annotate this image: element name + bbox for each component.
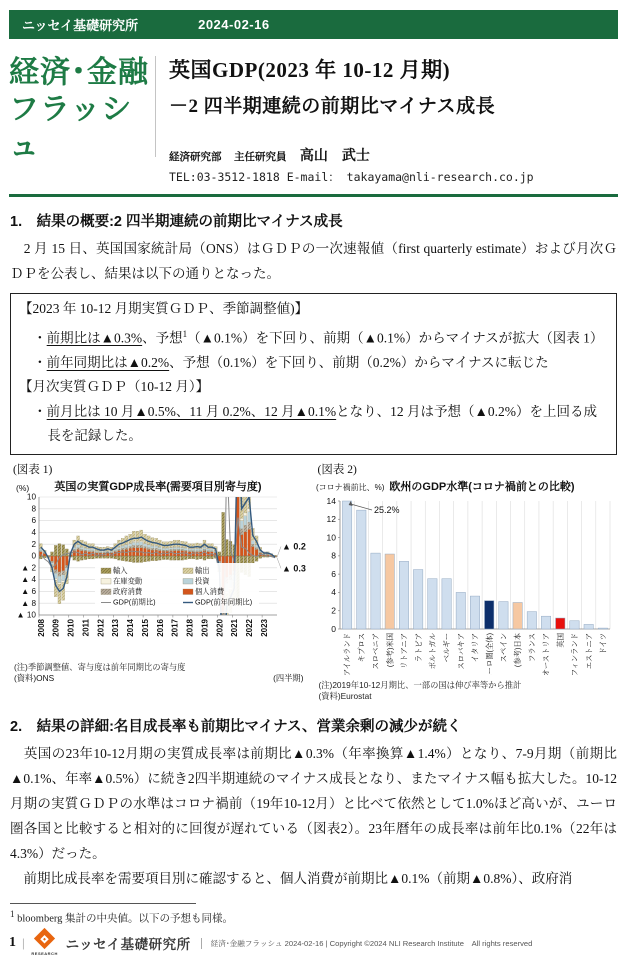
report-date: 2024-02-16 xyxy=(198,17,270,32)
svg-text:イタリア: イタリア xyxy=(470,632,480,662)
svg-text:10: 10 xyxy=(26,492,36,502)
svg-text:2010: 2010 xyxy=(66,618,76,637)
svg-text:在庫変動: 在庫変動 xyxy=(113,576,143,585)
footnote: $^1$ bloomberg 集計の中央値。以下の予想も同様。 xyxy=(10,908,234,924)
svg-text:ユーロ圏(全体): ユーロ圏(全体) xyxy=(484,632,494,675)
svg-text:2009: 2009 xyxy=(51,618,61,637)
svg-text:個人消費: 個人消費 xyxy=(195,586,225,596)
svg-text:(参考)日本: (参考)日本 xyxy=(512,632,522,667)
svg-text:投資: 投資 xyxy=(195,576,210,585)
box-bullet-qoq: ・前期比は▲0.3%、予想$^1$（▲0.1%）を下回り、前期（▲0.1%）からマイナスが拡大（図表 1） xyxy=(33,328,604,345)
summary-box xyxy=(10,293,617,455)
svg-text:2015: 2015 xyxy=(141,618,150,637)
section2-paragraph2: 前期比成長率を需要項目別に確認すると、個人消費が前期比▲0.1%（前期▲0.8%）、政府消 xyxy=(10,870,573,886)
svg-text:▲ 10: ▲ 10 xyxy=(16,610,36,620)
svg-text:輸入: 輸入 xyxy=(113,565,128,575)
svg-text:2012: 2012 xyxy=(96,618,106,637)
svg-text:6: 6 xyxy=(31,515,36,525)
svg-text:8: 8 xyxy=(31,503,36,513)
svg-text:▲ 0.2: ▲ 0.2 xyxy=(282,541,306,552)
figures-row xyxy=(9,459,618,702)
footer-brand: ニッセイ基礎研究所 xyxy=(65,937,191,952)
underlined-monthly-values: 前月比は 10 月▲0.5%、11 月 0.2%、12 月▲0.1% xyxy=(46,403,337,419)
author-name: 高山 武士 xyxy=(299,147,370,163)
svg-text:2016: 2016 xyxy=(155,618,165,637)
gdp-contribution-chart xyxy=(9,477,311,657)
figure1-label: (図表 1) xyxy=(13,463,53,476)
green-rule xyxy=(9,194,618,197)
contact-phone: TEL:03-3512-1818 E-mail： xyxy=(169,170,347,184)
figure1-source: (資料)ONS xyxy=(14,672,55,683)
section1-heading: 1. 結果の概要:2 四半期連続の前期比マイナス成長 xyxy=(10,214,343,230)
svg-text:2022: 2022 xyxy=(245,618,255,637)
svg-text:ポルトガル: ポルトガル xyxy=(427,632,437,669)
series-title-line1: 経済･金融 xyxy=(9,56,149,89)
page-footer xyxy=(9,928,618,958)
footnote-marker-ref: 1 xyxy=(182,328,188,339)
svg-text:10: 10 xyxy=(326,531,336,542)
svg-text:▲ 6: ▲ 6 xyxy=(21,586,36,596)
author-department: 経済研究部 xyxy=(169,151,222,163)
svg-text:2019: 2019 xyxy=(200,618,210,637)
svg-text:欧州のGDP水準(コロナ禍前との比較): 欧州のGDP水準(コロナ禍前との比較) xyxy=(388,480,575,493)
footer-separator: | xyxy=(22,935,25,950)
svg-text:4: 4 xyxy=(330,586,336,597)
svg-text:2013: 2013 xyxy=(111,618,121,637)
svg-text:フランス: フランス xyxy=(526,632,536,662)
svg-text:25.2%: 25.2% xyxy=(373,504,400,515)
svg-text:英国: 英国 xyxy=(555,632,565,648)
institute-name: ニッセイ基礎研究所 xyxy=(22,18,139,33)
footer-meta: 経済･金融フラッシュ 2024-02-16 | Copyright ©2024 NLI Research Institute All rights reserved xyxy=(201,938,533,949)
svg-text:4: 4 xyxy=(31,527,36,537)
report-title-line1: 英国GDP(2023 年 10-12 月期) xyxy=(169,58,451,82)
figure2-container xyxy=(314,459,619,702)
box-heading-monthly: 【月次実質ＧＤＰ（10-12 月）】 xyxy=(19,379,210,394)
svg-text:2011: 2011 xyxy=(81,618,91,636)
series-title-line2: フラッシュ xyxy=(9,93,133,163)
svg-text:(コロナ禍前比、%): (コロナ禍前比、%) xyxy=(315,482,384,492)
underlined-yoy-value: 前年同期比は▲0.2% xyxy=(46,354,170,370)
header-bar xyxy=(9,10,618,39)
svg-text:スロベニア: スロベニア xyxy=(370,632,380,669)
svg-text:スロバキア: スロバキア xyxy=(455,632,465,669)
svg-text:2: 2 xyxy=(330,605,336,616)
svg-text:2: 2 xyxy=(31,539,36,549)
svg-text:GDP(前年同期比): GDP(前年同期比) xyxy=(195,597,253,606)
svg-text:2021: 2021 xyxy=(230,618,240,637)
svg-text:▲ 2: ▲ 2 xyxy=(21,562,36,572)
contact-email-link[interactable]: takayama@nli-research.co.jp xyxy=(346,170,534,184)
svg-text:ベルギー: ベルギー xyxy=(441,632,451,662)
svg-text:ドイツ: ドイツ xyxy=(598,632,607,655)
svg-text:(参考)米国: (参考)米国 xyxy=(384,632,394,667)
figure1-note: (注)季節調整値、寄与度は前年同期比の寄与度 xyxy=(14,661,186,672)
svg-text:キプロス: キプロス xyxy=(356,632,366,662)
series-title xyxy=(9,46,155,185)
figure2-note: (注)2019年10-12月期比、一部の国は伸び率等から推計 xyxy=(318,679,522,690)
figure2-label: (図表 2) xyxy=(317,463,357,476)
logo-caption: RESEARCH xyxy=(31,951,58,956)
svg-text:英国の実質GDP成長率(需要項目別寄与度): 英国の実質GDP成長率(需要項目別寄与度) xyxy=(54,480,262,493)
svg-text:2014: 2014 xyxy=(126,618,136,637)
underlined-qoq-value: 前期比は▲0.3% xyxy=(46,330,143,345)
svg-text:12: 12 xyxy=(326,513,336,524)
svg-text:(%): (%) xyxy=(16,482,30,493)
svg-text:▲ 0.3: ▲ 0.3 xyxy=(282,562,306,573)
section2-heading: 2. 結果の詳細:名目成長率も前期比マイナス、営業余剰の減少が続く xyxy=(10,718,462,735)
footnote-marker: 1 xyxy=(10,908,15,919)
footnote-divider xyxy=(10,903,196,904)
svg-text:2023: 2023 xyxy=(260,618,269,637)
figure1-x-unit: (四半期) xyxy=(273,672,304,683)
svg-text:オーストリア: オーストリア xyxy=(541,632,551,675)
svg-text:アイルランド: アイルランド xyxy=(342,632,352,675)
svg-text:▲ 4: ▲ 4 xyxy=(21,574,36,584)
box-bullet-monthly: ・前月比は 10 月▲0.5%、11 月 0.2%、12 月▲0.1%となり、12 月は予想（▲0.2%）を上回る成長を記録した。 xyxy=(33,403,597,443)
svg-text:2020: 2020 xyxy=(215,618,225,637)
svg-text:輸出: 輸出 xyxy=(195,565,210,575)
svg-text:フィンランド: フィンランド xyxy=(569,632,579,675)
svg-text:6: 6 xyxy=(330,568,336,579)
contact-line xyxy=(169,169,618,185)
svg-text:エストニア: エストニア xyxy=(583,632,593,669)
svg-text:政府消費: 政府消費 xyxy=(113,586,143,596)
section2-paragraph1: 英国の23年10-12月期の実質成長率は前期比▲0.3%（年率換算▲1.4%）となり、7-9月期（前期比▲0.1%、年率▲0.5%）に続き2四半期連続のマイナス成長となり、またマイナス幅も拡大した。10-12月期の実質ＧＤＰの水準はコロナ禍前（19年10-12月）と比べて依然として1.0%ほど高いが、ユーロ圏各国と比較すると相対的に回復が遅れている（図表2）。23年暦年の成長率は前年比0.1%（22年は4.3%）だった。 xyxy=(10,745,617,861)
report-title-line2: －2 四半期連続の前期比マイナス成長 xyxy=(169,96,496,117)
svg-text:2017: 2017 xyxy=(170,618,180,637)
svg-text:2008: 2008 xyxy=(36,618,46,637)
svg-text:8: 8 xyxy=(330,550,336,561)
box-heading-quarterly: 【2023 年 10-12 月期実質ＧＤＰ、季節調整値)】 xyxy=(19,301,309,316)
author-role: 主任研究員 xyxy=(233,151,287,163)
section1-paragraph: 2 月 15 日、英国国家統計局（ONS）はＧＤＰの一次速報値（first quarterly estimate）および月次ＧＤＰを公表し、結果は以下の通りとなった。 xyxy=(10,241,617,281)
svg-text:リトアニア: リトアニア xyxy=(399,632,408,669)
figure1-container xyxy=(9,459,314,702)
svg-text:0: 0 xyxy=(330,623,336,634)
europe-gdp-level-chart xyxy=(314,477,616,675)
nli-logo-icon xyxy=(33,928,57,958)
svg-text:スペイン: スペイン xyxy=(498,632,508,662)
svg-text:GDP(前期比): GDP(前期比) xyxy=(113,597,156,606)
diamond-icon xyxy=(34,928,55,949)
masthead xyxy=(9,46,618,185)
box-bullet-yoy: ・前年同期比は▲0.2%、予想（0.1%）を下回り、前期（0.2%）からマイナスに転じた xyxy=(33,354,549,370)
svg-text:0: 0 xyxy=(31,551,36,561)
svg-text:ラトビア: ラトビア xyxy=(413,632,423,662)
page-number: 1 xyxy=(9,935,16,950)
author-block xyxy=(169,145,618,165)
svg-text:2018: 2018 xyxy=(185,618,195,637)
svg-text:14: 14 xyxy=(326,495,336,506)
svg-text:▲ 8: ▲ 8 xyxy=(21,598,36,608)
figure2-source: (資料)Eurostat xyxy=(318,690,372,701)
